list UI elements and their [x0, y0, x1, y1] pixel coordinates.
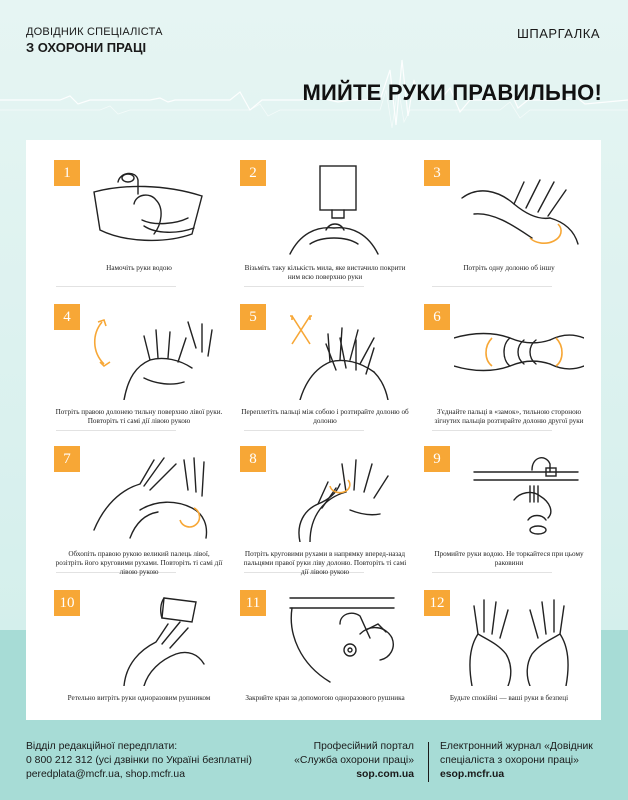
- footer-portal-title: Професійний портал: [313, 741, 414, 752]
- step-2: [240, 160, 410, 300]
- rub-palms-icon: [454, 164, 584, 256]
- footer-portal-name: «Служба охорони праці»: [294, 755, 414, 766]
- step-7: [54, 446, 224, 586]
- step-caption: Потріть круговими рухами в напрямку вперед-назад пальцями правої руки ліву долоню. Повторіть ті самі дії лівою рукою: [243, 550, 407, 576]
- footer-journal: [440, 740, 620, 782]
- step-caption: З'єднайте пальці в «замок», тильною стороною зігнутих пальців розтирайте долоню другої руки: [434, 408, 584, 425]
- footer-separator: [428, 742, 429, 782]
- footer-portal-link[interactable]: sop.com.ua: [356, 769, 414, 780]
- steps-card: [26, 140, 601, 720]
- page-title: МИЙТЕ РУКИ ПРАВИЛЬНО!: [302, 80, 602, 105]
- footer-subscription-title: Відділ редакційної передплати:: [26, 741, 178, 752]
- step-12: [424, 590, 594, 730]
- step-3: [424, 160, 594, 300]
- step-1: [54, 160, 224, 300]
- close-tap-icon: [270, 594, 400, 686]
- footer-journal-name: спеціаліста з охорони праці»: [440, 755, 579, 766]
- brand-line2: З ОХОРОНИ ПРАЦІ: [26, 40, 147, 55]
- footer-journal-title: Електронний журнал «Довідник: [440, 741, 593, 752]
- step-number: 4: [54, 304, 80, 330]
- brand-block: [26, 26, 246, 55]
- footer-subscription: [26, 740, 276, 782]
- step-caption: Ретельно витріть руки одноразовим рушником: [67, 694, 211, 702]
- step-number: 12: [424, 590, 450, 616]
- brand-line1: ДОВІДНИК СПЕЦІАЛІСТА: [26, 26, 163, 38]
- step-10: [54, 590, 224, 730]
- soap-dispenser-icon: [270, 164, 400, 256]
- footer-email-link[interactable]: peredplata@mcfr.ua, shop.mcfr.ua: [26, 769, 185, 780]
- step-5: [240, 304, 410, 444]
- step-caption: Будьте спокійні — ваші руки в безпеці: [449, 694, 569, 702]
- step-number: 9: [424, 446, 450, 472]
- step-number: 8: [240, 446, 266, 472]
- thumb-rub-icon: [84, 450, 214, 542]
- step-caption: Намочіть руки водою: [106, 264, 172, 272]
- footer-portal: [284, 740, 414, 782]
- step-caption: Закрийте кран за допомогою одноразового рушника: [245, 694, 405, 702]
- step-8: [240, 446, 410, 586]
- step-caption: Потріть одну долоню об іншу: [463, 264, 555, 272]
- fingertips-rub-icon: [270, 450, 400, 542]
- step-number: 2: [240, 160, 266, 186]
- step-caption: Переплетіть пальці між собою і розтирайте долоню об долоню: [241, 408, 409, 425]
- step-number: 11: [240, 590, 266, 616]
- step-4: [54, 304, 224, 444]
- rinse-hands-icon: [454, 450, 584, 542]
- step-number: 3: [424, 160, 450, 186]
- step-9: [424, 446, 594, 586]
- footer-phone: 0 800 212 312 (усі дзвінки по Україні безплатні): [26, 755, 252, 766]
- wet-hands-icon: [84, 164, 214, 256]
- step-11: [240, 590, 410, 730]
- cheatsheet-label: ШПАРГАЛКА: [516, 26, 600, 41]
- step-6: [424, 304, 594, 444]
- step-caption: Промийте руки водою. Не торкайтеся при цьому раковини: [434, 550, 584, 567]
- footer-journal-link[interactable]: esop.mcfr.ua: [440, 769, 505, 780]
- step-caption: Потріть правою долонею тильну поверхню лівої руки. Повторіть ті самі дії лівою рукою: [55, 408, 223, 425]
- clean-hands-icon: [454, 594, 584, 686]
- dry-towel-icon: [84, 594, 214, 686]
- step-number: 7: [54, 446, 80, 472]
- step-number: 10: [54, 590, 80, 616]
- back-of-hand-icon: [84, 308, 214, 400]
- step-caption: Візьміть таку кількість мила, яке вистачило покрити ним всю поверхню руки: [244, 264, 406, 281]
- interlace-fingers-icon: [270, 308, 400, 400]
- step-number: 6: [424, 304, 450, 330]
- step-number: 1: [54, 160, 80, 186]
- fingers-lock-icon: [454, 308, 584, 400]
- step-caption: Обхопіть правою рукою великий палець лівої, розітріть його круговими рухами. Повторіть ті самі дії лівою рукою: [55, 550, 223, 576]
- step-number: 5: [240, 304, 266, 330]
